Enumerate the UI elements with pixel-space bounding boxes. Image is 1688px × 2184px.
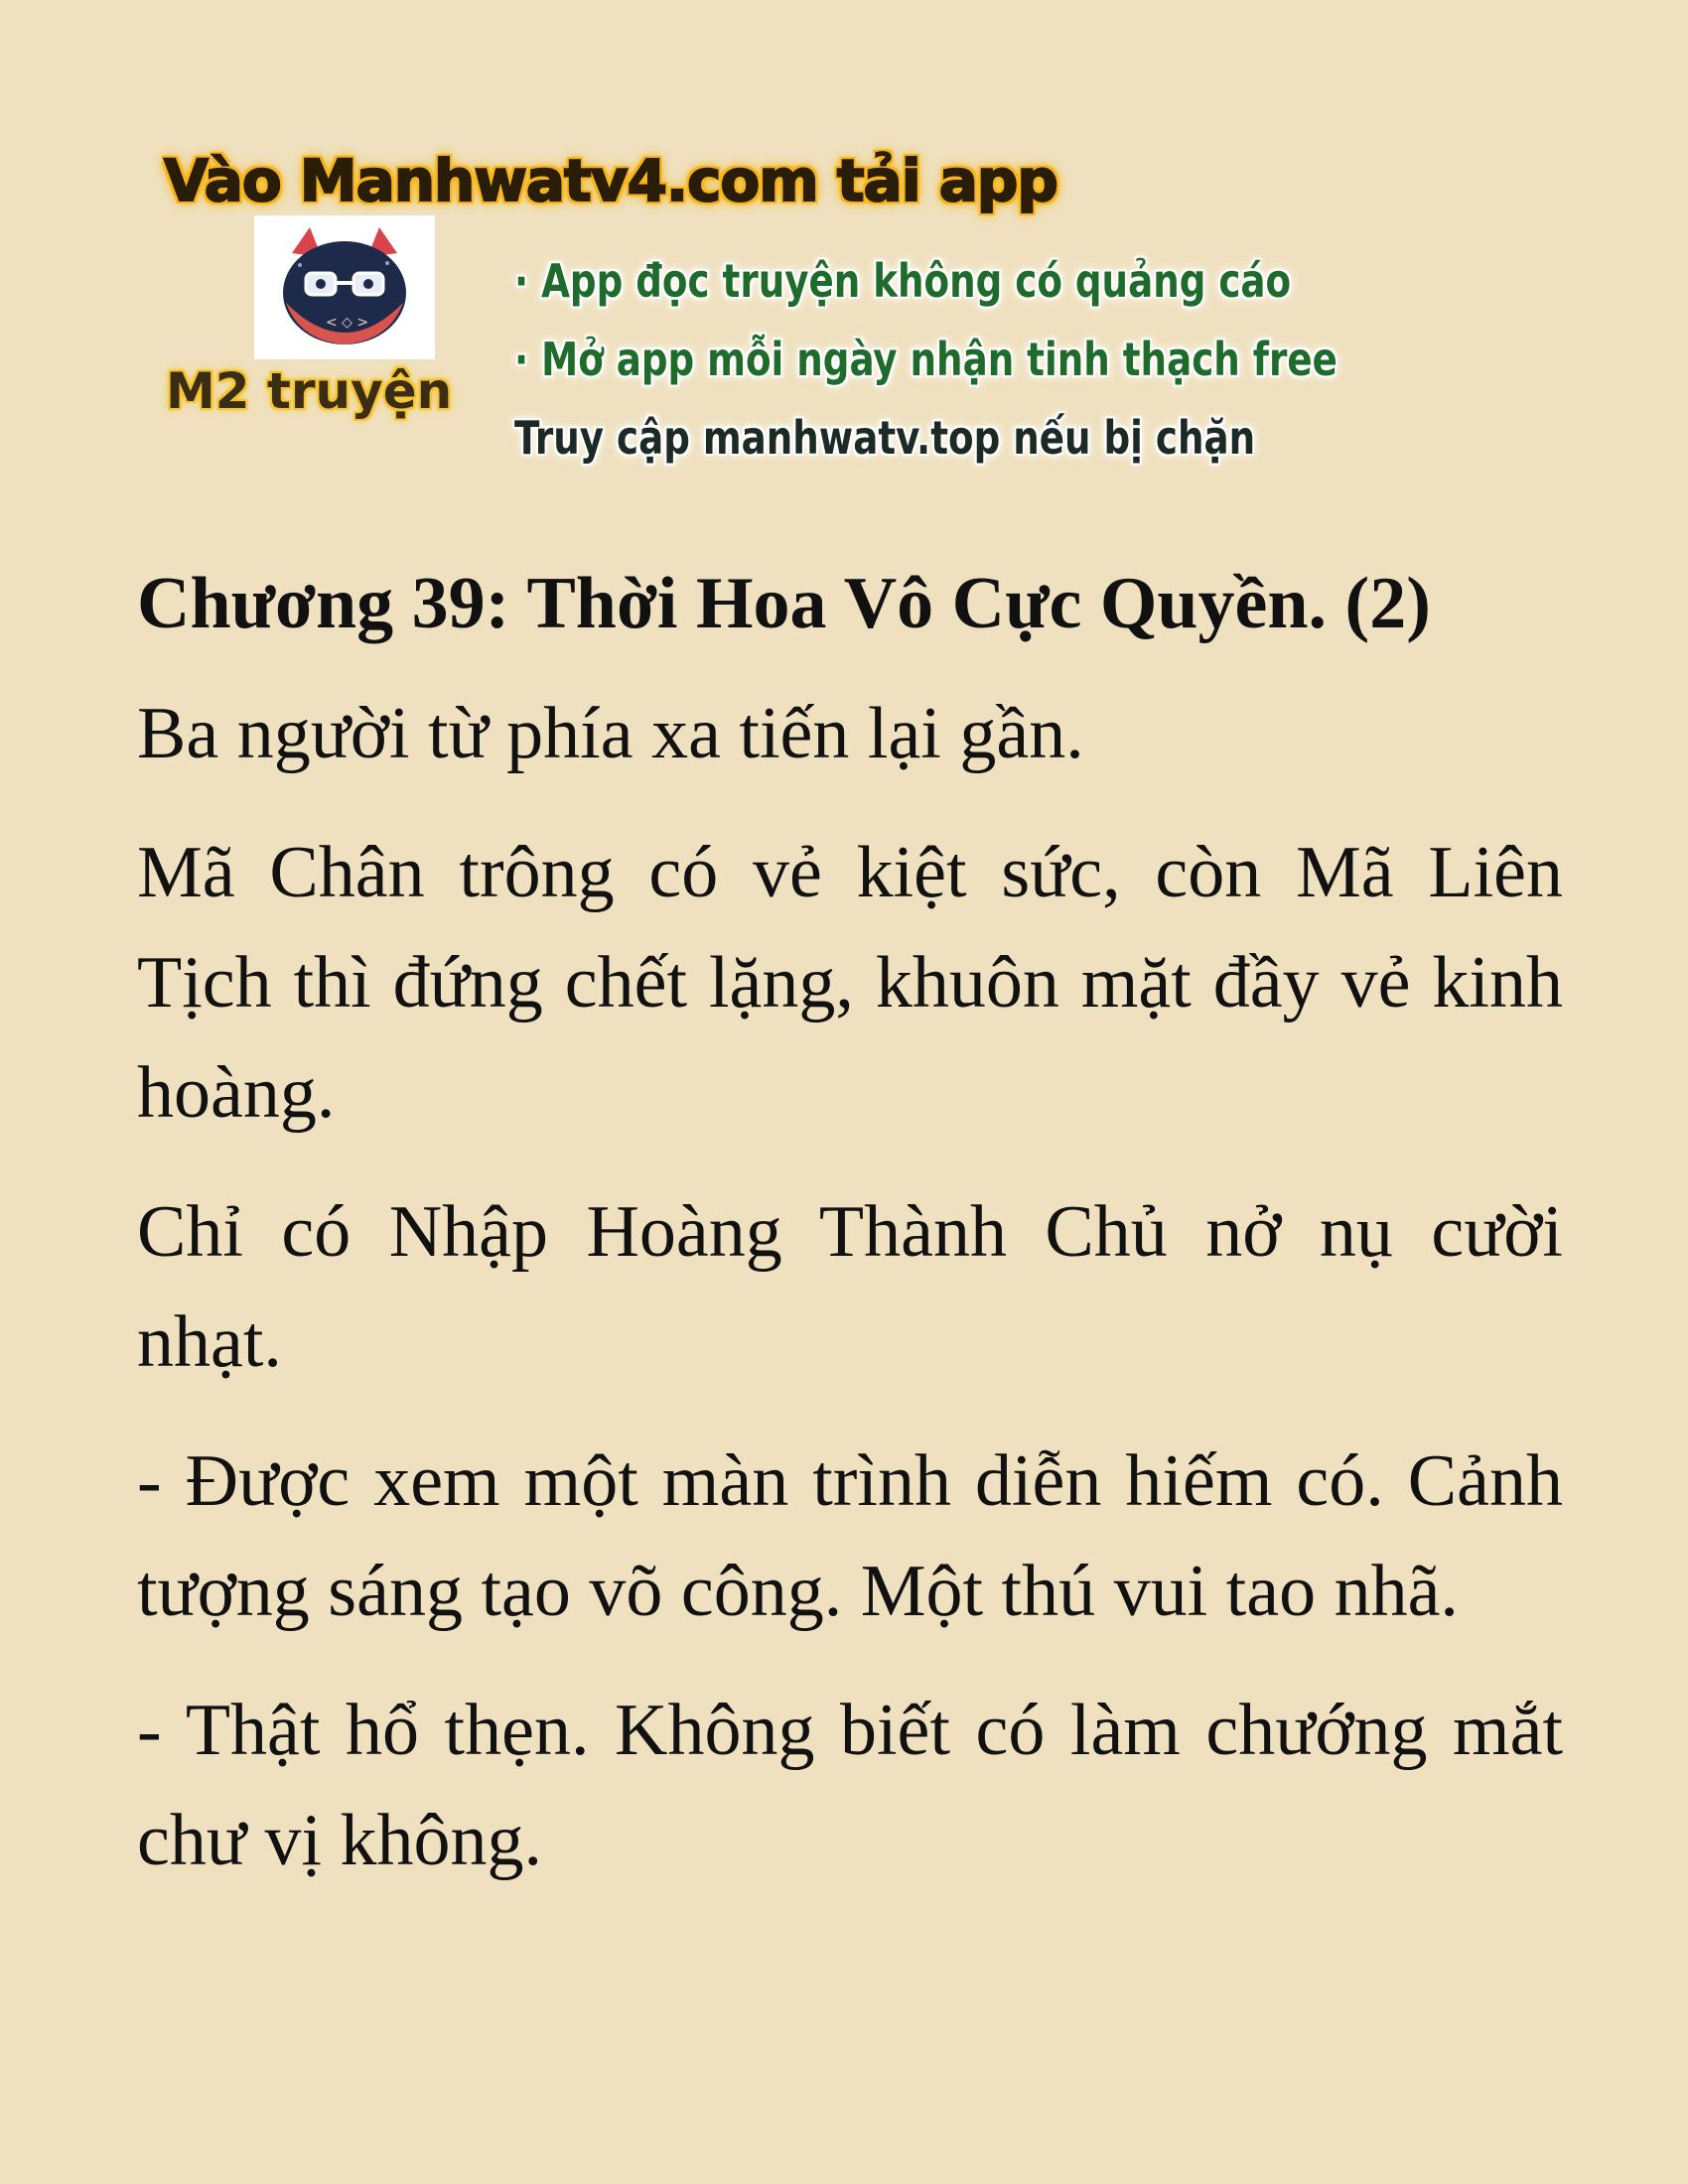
app-logo[interactable] bbox=[254, 215, 435, 359]
promo-line-no-ads: · App đọc truyện không có quảng cáo bbox=[514, 254, 1292, 308]
brand-name: M2 truyện bbox=[166, 362, 453, 420]
chapter-content bbox=[137, 552, 1563, 1925]
paragraph: Mã Chân trông có vẻ kiệt sức, còn Mã Liên Tịch thì đứng chết lặng, khuôn mặt đầy vẻ kinh hoàng. bbox=[137, 832, 1563, 1134]
banner-headline[interactable]: Vào Manhwatv4.com tải app bbox=[164, 147, 1057, 214]
promo-line-daily-reward: · Mở app mỗi ngày nhận tinh thạch free bbox=[514, 333, 1337, 386]
promo-lines bbox=[514, 242, 1337, 478]
paragraph: Ba người từ phía xa tiến lại gần. bbox=[137, 693, 1084, 774]
pig-mascot-icon bbox=[270, 223, 419, 352]
paragraph: - Thật hổ thẹn. Không biết có làm chướng mắt chư vị không. bbox=[137, 1690, 1563, 1881]
chapter-title: Chương 39: Thời Hoa Vô Cực Quyền. (2) bbox=[137, 563, 1431, 644]
paragraph: - Được xem một màn trình diễn hiếm có. Cảnh tượng sáng tạo võ công. Một thú vui tao nhã. bbox=[137, 1440, 1563, 1632]
svg-text:< ◇ >: < ◇ > bbox=[326, 314, 369, 331]
promo-line-mirror-site[interactable]: Truy cập manhwatv.top nếu bị chặn bbox=[514, 411, 1256, 465]
paragraph: Chỉ có Nhập Hoàng Thành Chủ nở nụ cười nhạt. bbox=[137, 1191, 1563, 1383]
promo-banner bbox=[0, 0, 1688, 496]
